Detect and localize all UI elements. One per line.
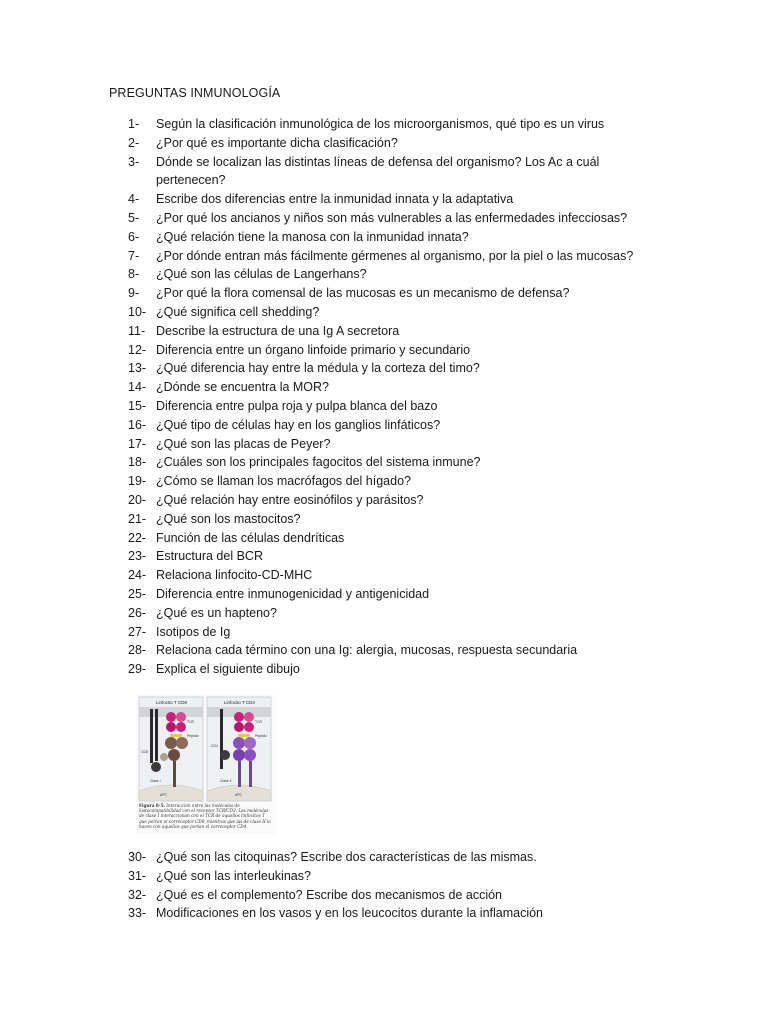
cd4-stalk bbox=[220, 709, 223, 769]
question-number: 25- bbox=[128, 586, 147, 601]
question-text: ¿Qué tipo de células hay en los ganglios linfáticos? bbox=[156, 417, 441, 432]
question-number: 1- bbox=[128, 117, 140, 131]
question-item bbox=[128, 641, 688, 660]
question-text: Describe la estructura de una Ig A secretora bbox=[156, 323, 400, 338]
question-text: Función de las células dendríticas bbox=[156, 530, 345, 545]
question-text: ¿Qué son los mastocitos? bbox=[156, 511, 301, 526]
question-text: Diferencia entre pulpa roja y pulpa blanca del bazo bbox=[156, 398, 438, 413]
question-text-continued: pertenecen? bbox=[156, 173, 226, 188]
figure-caption-label: Figura 8-5. bbox=[139, 803, 165, 808]
question-text: ¿Qué son las placas de Peyer? bbox=[156, 436, 331, 451]
question-number: 24- bbox=[128, 568, 147, 583]
tcr-domain bbox=[176, 712, 186, 722]
question-number: 6- bbox=[128, 229, 140, 244]
tcr-domain bbox=[234, 722, 244, 732]
question-text: Diferencia entre inmunogenicidad y antigenicidad bbox=[156, 586, 430, 601]
mhc-stalk bbox=[173, 761, 176, 787]
question-number: 22- bbox=[128, 530, 147, 545]
question-item bbox=[128, 284, 688, 303]
mhc-class-ii-domain bbox=[244, 749, 256, 761]
b2m-domain bbox=[160, 753, 168, 761]
question-number: 29- bbox=[128, 662, 147, 677]
question-item bbox=[128, 510, 688, 529]
tcr-label: TCR bbox=[187, 720, 194, 724]
question-number: 30- bbox=[128, 850, 147, 864]
question-number: 16- bbox=[128, 417, 147, 432]
question-text: Según la clasificación inmunológica de los microorganismos, qué tipo es un virus bbox=[156, 117, 605, 131]
question-item bbox=[128, 453, 688, 472]
question-number: 10- bbox=[128, 304, 147, 319]
question-number: 13- bbox=[128, 361, 147, 376]
question-text: ¿Qué relación tiene la manosa con la inmunidad innata? bbox=[156, 229, 469, 244]
peptide bbox=[170, 734, 182, 737]
peptide-label: Péptido bbox=[255, 734, 267, 738]
question-item bbox=[128, 886, 688, 905]
question-list-continued bbox=[128, 848, 688, 923]
question-number: 18- bbox=[128, 455, 147, 470]
question-item bbox=[128, 397, 688, 416]
question-number: 9- bbox=[128, 286, 140, 301]
question-text: Relaciona cada término con una Ig: alergia, mucosas, respuesta secundaria bbox=[156, 643, 578, 658]
question-number: 32- bbox=[128, 887, 147, 902]
question-item bbox=[128, 867, 688, 886]
question-text: Estructura del BCR bbox=[156, 549, 263, 564]
question-item bbox=[128, 585, 688, 604]
question-item bbox=[128, 623, 688, 642]
question-text: ¿Por qué es importante dicha clasificación? bbox=[156, 135, 398, 150]
question-number: 4- bbox=[128, 192, 140, 207]
question-text: Relaciona linfocito-CD-MHC bbox=[156, 568, 313, 583]
question-text: ¿Por qué la flora comensal de las mucosas es un mecanismo de defensa? bbox=[156, 286, 570, 301]
mhc-class-i-domain bbox=[165, 737, 177, 749]
question-text: Escribe dos diferencias entre la inmunidad innata y la adaptativa bbox=[156, 192, 514, 207]
question-text: ¿Dónde se encuentra la MOR? bbox=[156, 380, 330, 395]
cd8-stalk-b bbox=[155, 709, 158, 761]
question-item bbox=[128, 660, 688, 679]
apc-label: APC bbox=[160, 793, 167, 797]
question-number: 8- bbox=[128, 267, 140, 282]
question-text: ¿Cómo se llaman los macrófagos del hígado? bbox=[156, 474, 411, 489]
question-number: 28- bbox=[128, 643, 147, 658]
mhc-stalk bbox=[249, 761, 252, 787]
question-text: Diferencia entre un órgano linfoide primario y secundario bbox=[156, 342, 471, 357]
tcr-domain bbox=[244, 712, 254, 722]
question-number: 14- bbox=[128, 380, 147, 395]
figure-caption bbox=[139, 803, 273, 829]
question-text: Modificaciones en los vasos y en los leucocitos durante la inflamación bbox=[156, 906, 544, 921]
left-panel-title: Linfocito T CD8 bbox=[156, 700, 187, 705]
question-item bbox=[128, 153, 688, 191]
question-item bbox=[128, 547, 688, 566]
question-text: ¿Por qué los ancianos y niños son más vulnerables a las enfermedades infecciosas? bbox=[156, 210, 628, 225]
question-text: Explica el siguiente dibujo bbox=[156, 662, 300, 677]
question-text: ¿Qué son las interleukinas? bbox=[156, 868, 311, 883]
question-text: ¿Cuáles son los principales fagocitos del sistema inmune? bbox=[156, 455, 481, 470]
question-item bbox=[128, 134, 688, 153]
mhc-stalk bbox=[238, 761, 241, 787]
question-number: 12- bbox=[128, 342, 147, 357]
document-title: PREGUNTAS INMUNOLOGÍA bbox=[109, 86, 281, 100]
question-item bbox=[128, 604, 688, 623]
question-number: 15- bbox=[128, 398, 147, 413]
question-text: ¿Qué significa cell shedding? bbox=[156, 304, 320, 319]
question-item bbox=[128, 378, 688, 397]
apc-label: APC bbox=[235, 793, 242, 797]
question-number: 33- bbox=[128, 906, 147, 921]
question-number: 11- bbox=[128, 323, 146, 338]
mhc-class-i-domain bbox=[176, 737, 188, 749]
question-item bbox=[128, 247, 688, 266]
question-text: ¿Qué son las citoquinas? Escribe dos características de las mismas. bbox=[156, 850, 537, 864]
right-panel-title: Linfocito T CD4 bbox=[224, 700, 255, 705]
question-item bbox=[128, 115, 688, 134]
question-text: ¿Por dónde entran más fácilmente gérmenes al organismo, por la piel o las mucosas? bbox=[156, 248, 634, 263]
question-item bbox=[128, 341, 688, 360]
question-number: 23- bbox=[128, 549, 147, 564]
question-number: 19- bbox=[128, 474, 147, 489]
mhc-class-ii-domain bbox=[233, 737, 245, 749]
mhc-class-ii-domain bbox=[233, 749, 245, 761]
question-number: 5- bbox=[128, 210, 140, 225]
question-item bbox=[128, 435, 688, 454]
question-item bbox=[128, 209, 688, 228]
class-i-label: Clase I bbox=[150, 779, 161, 783]
tcr-domain bbox=[176, 722, 186, 732]
mhc-class-ii-domain bbox=[244, 737, 256, 749]
class-ii-label: Clase II bbox=[220, 779, 232, 783]
mhc-tcr-figure bbox=[136, 695, 276, 835]
mhc-class-i-domain bbox=[168, 749, 180, 761]
peptide bbox=[238, 734, 250, 737]
question-number: 2- bbox=[128, 135, 140, 150]
figure-illustration bbox=[136, 695, 276, 803]
question-number: 7- bbox=[128, 248, 140, 263]
question-item bbox=[128, 228, 688, 247]
question-item bbox=[128, 472, 688, 491]
question-text: ¿Qué son las células de Langerhans? bbox=[156, 267, 367, 282]
question-list bbox=[128, 115, 688, 679]
cd4-label: CD4 bbox=[211, 744, 218, 748]
question-text: ¿Qué es el complemento? Escribe dos mecanismos de acción bbox=[156, 887, 502, 902]
question-text: ¿Qué es un hapteno? bbox=[156, 605, 277, 620]
question-item bbox=[128, 265, 688, 284]
tcr-label: TCR bbox=[255, 720, 262, 724]
tcr-domain bbox=[244, 722, 254, 732]
question-number: 26- bbox=[128, 605, 147, 620]
question-number: 3- bbox=[128, 154, 140, 169]
tcr-domain bbox=[234, 712, 244, 722]
peptide-label: Péptido bbox=[187, 734, 199, 738]
question-item bbox=[128, 566, 688, 585]
question-item bbox=[128, 904, 688, 923]
question-item bbox=[128, 303, 688, 322]
tcr-domain bbox=[166, 722, 176, 732]
question-item bbox=[128, 416, 688, 435]
question-number: 31- bbox=[128, 868, 147, 883]
question-item bbox=[128, 848, 688, 867]
question-text: Isotipos de Ig bbox=[156, 624, 231, 639]
question-number: 17- bbox=[128, 436, 147, 451]
figure-caption-text: Interacción entre las moléculas de histocompatibilidad con el receptor TCR/CD3. Las moléculas de clase I interaccionan con el TCR de aquellos linfocitos T que portan el correceptor CD8, mientras que las de clase II lo hacen con aquellos que portan el correceptor CD4. bbox=[139, 803, 271, 829]
question-item bbox=[128, 190, 688, 209]
question-item bbox=[128, 322, 688, 341]
question-item bbox=[128, 491, 688, 510]
tcr-domain bbox=[166, 712, 176, 722]
cd8-head bbox=[151, 762, 161, 772]
question-number: 27- bbox=[128, 624, 147, 639]
question-item bbox=[128, 359, 688, 378]
cd8-label: CD8 bbox=[141, 750, 148, 754]
question-text: ¿Qué relación hay entre eosinófilos y parásitos? bbox=[156, 492, 424, 507]
question-item bbox=[128, 529, 688, 548]
question-text: Dónde se localizan las distintas líneas de defensa del organismo? Los Ac a cuál bbox=[156, 154, 600, 169]
question-text: ¿Qué diferencia hay entre la médula y la corteza del timo? bbox=[156, 361, 480, 376]
question-number: 21- bbox=[128, 511, 147, 526]
cd4-head bbox=[220, 750, 230, 760]
cd8-stalk-a bbox=[150, 709, 153, 763]
question-number: 20- bbox=[128, 492, 147, 507]
